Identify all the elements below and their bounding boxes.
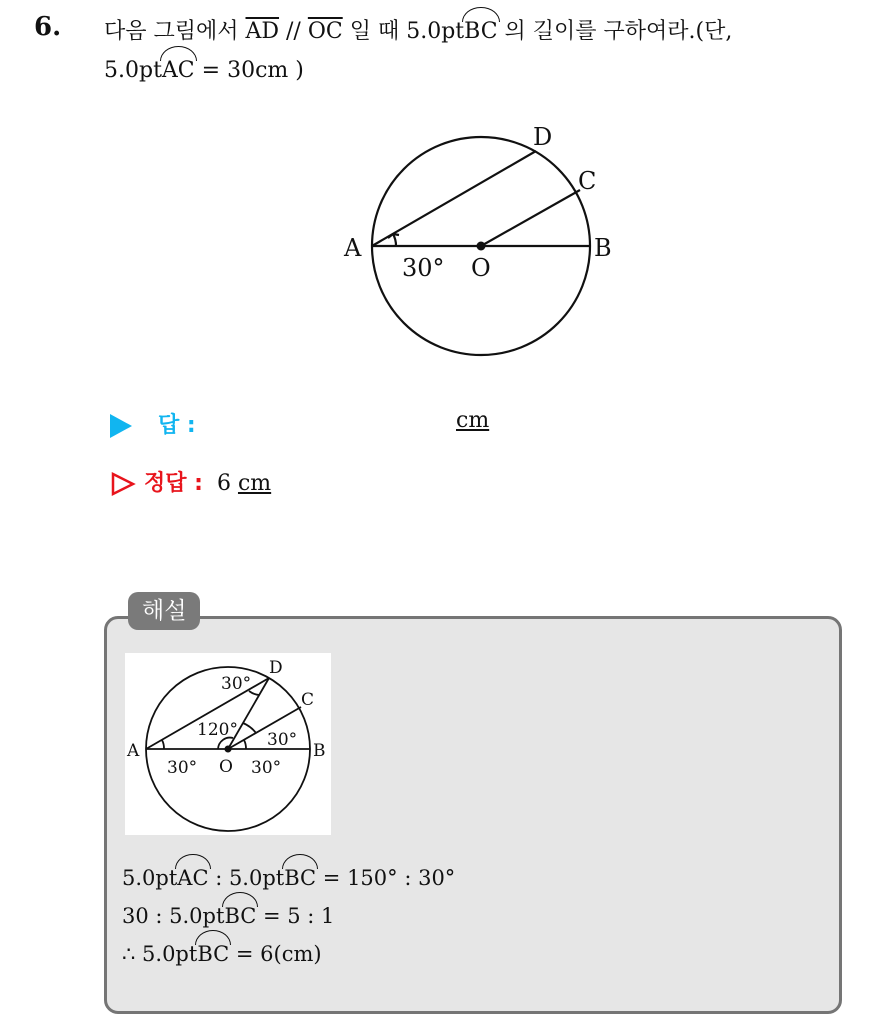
solution-figure (125, 653, 331, 835)
sol-label-b: B (313, 741, 326, 761)
sol-angle-center: 120° (197, 720, 238, 740)
main-figure (340, 120, 630, 370)
arc-ac: AC (161, 58, 195, 83)
answer-row (110, 408, 490, 439)
question-text-e: = 30cm ) (194, 58, 304, 83)
sol-angle-a: 30° (167, 758, 198, 778)
outline-triangle-icon (110, 471, 136, 497)
sol-center-point (225, 746, 232, 753)
answer-unit: cm (456, 408, 490, 433)
label-d: D (533, 123, 553, 151)
sol-label-c: C (301, 690, 315, 710)
question-number: 6. (34, 12, 62, 42)
sol-arc-ob (244, 740, 246, 749)
sol-arc-ac: AC (177, 866, 209, 890)
segment-ad: $\overline{AD}$ (245, 19, 280, 44)
arc-bc: BC (464, 19, 498, 44)
correct-unit: cm (237, 471, 272, 496)
question-line-1 (104, 14, 732, 45)
play-triangle-icon (110, 414, 132, 438)
label-a: A (344, 234, 362, 262)
question-text-a: 다음 그림에서 (104, 19, 246, 44)
sol-angle-o: 30° (251, 758, 282, 778)
correct-label: 정답 : (144, 471, 203, 496)
sol-label-a: A (127, 741, 140, 761)
parallel-symbol: // (279, 19, 308, 44)
sol-label-o: O (219, 757, 233, 777)
chord-ad (372, 151, 536, 246)
sol-arc-oc (243, 723, 256, 733)
solution-line-3: ∴ 5.0ptBC = 6(cm) (122, 942, 322, 966)
sol-arc-bc-2: BC (224, 904, 257, 928)
sol-angle-right: 30° (267, 730, 298, 750)
sol-label-d: D (269, 658, 283, 678)
label-c: C (578, 167, 597, 195)
solution-line-1: 5.0ptAC : 5.0ptBC = 150° : 30° (122, 866, 456, 890)
sol-arc-bc-3: BC (197, 942, 230, 966)
question-text-b: 일 때 5.0pt (342, 19, 465, 44)
correct-row (110, 466, 271, 497)
label-angle: 30° (402, 254, 445, 282)
question-text-d: 5.0pt (104, 58, 162, 83)
label-b: B (594, 234, 612, 262)
sol-arc-bc-1: BC (284, 866, 317, 890)
correct-value: 6 cm (216, 471, 272, 496)
question-line-2 (104, 58, 304, 83)
angle-arc (393, 234, 396, 246)
answer-label: 답 : (158, 413, 196, 438)
solution-tag: 해설 (128, 592, 200, 630)
sol-angle-top: 30° (221, 674, 252, 694)
label-o: O (471, 254, 491, 282)
solution-line-2: 30 : 5.0ptBC = 5 : 1 (122, 904, 335, 928)
sol-arc-a (162, 740, 164, 749)
center-point (477, 242, 486, 251)
segment-oc: $\overline{OC}$ (307, 19, 343, 44)
question-text-c: 의 길이를 구하여라.(단, (497, 19, 733, 44)
radius-oc (481, 190, 580, 246)
